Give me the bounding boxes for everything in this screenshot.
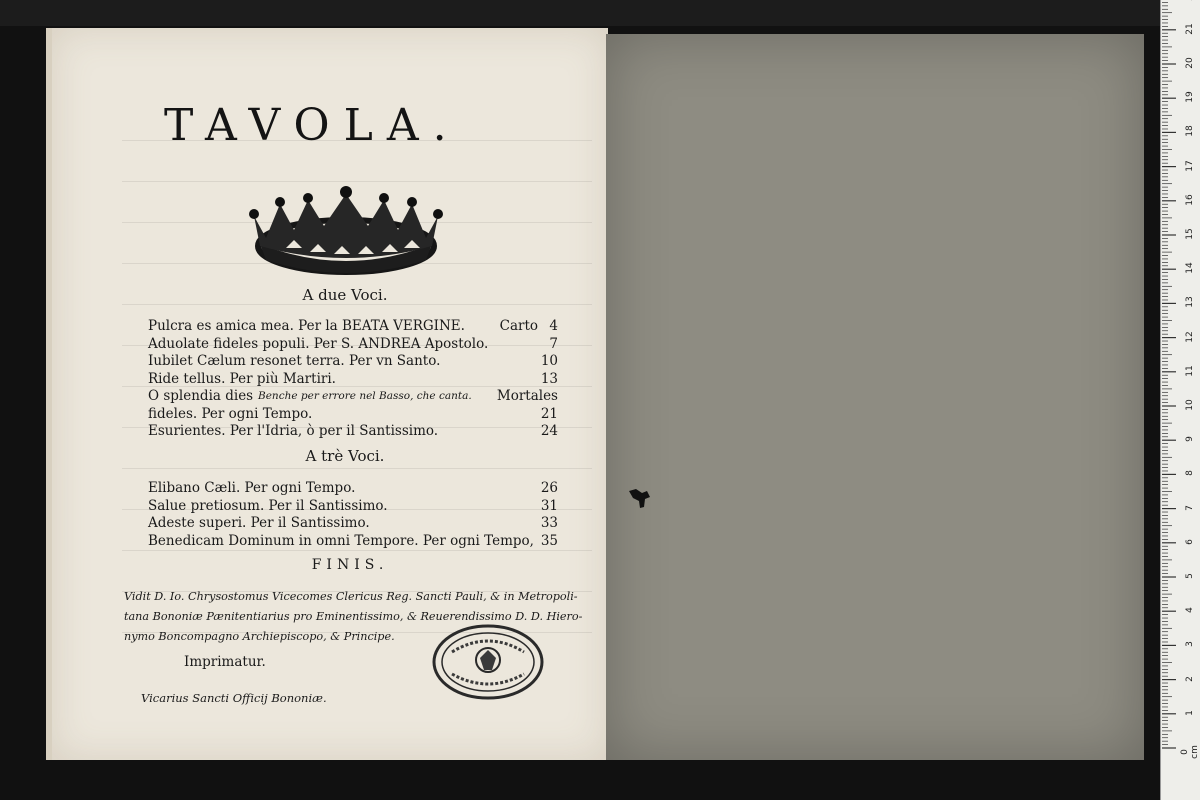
ink-blot-mark	[628, 487, 652, 509]
ruler-label: 10	[1185, 399, 1195, 411]
ruler-label: 14	[1185, 262, 1195, 274]
list-item	[148, 406, 558, 424]
entry-number: 13	[540, 370, 558, 387]
entry-text: fideles. Per ogni Tempo.	[148, 405, 313, 422]
background-band	[0, 0, 1160, 26]
entry-number: 26	[540, 480, 558, 496]
section-heading-due-voci: A due Voci.	[302, 286, 388, 304]
ruler-label	[1185, 0, 1195, 3]
entry-text: Salue pretiosum. Per il Santissimo.	[148, 497, 388, 514]
ruler-label: 7	[1185, 504, 1195, 511]
vicarius-text: Vicarius Sancti Officij Bononiæ.	[141, 691, 327, 705]
entry-text: Aduolate fideles populi. Per S. ANDREA Apostolo.	[148, 335, 489, 352]
entry-text: Adeste superi. Per il Santissimo.	[148, 515, 370, 531]
library-stamp	[430, 622, 546, 702]
page-title: TAVOLA.	[164, 100, 461, 151]
ruler-label: 18	[1185, 125, 1195, 138]
list-item	[148, 318, 558, 336]
list-item	[148, 423, 558, 441]
entry-text: Elibano Cæli. Per ogni Tempo.	[148, 480, 356, 496]
entry-text: Benedicam Dominum in omni Tempore. Per ogni Tempo,	[148, 532, 534, 549]
finis-text: FINIS.	[311, 557, 389, 573]
entry-number: 10	[540, 353, 558, 369]
section-heading-tre-voci: A trè Voci.	[305, 447, 385, 465]
ruler-label: 19	[1185, 91, 1195, 103]
list-item	[148, 336, 558, 354]
ruler-label: 13	[1185, 296, 1195, 309]
ruler-label: 1	[1185, 709, 1195, 716]
blank-cover-page	[606, 34, 1144, 760]
list-item	[148, 388, 558, 406]
entry-number: 21	[540, 405, 558, 422]
ruler-label: 16	[1185, 194, 1195, 206]
entry-text: Esurientes. Per l'Idria, ò per il Santissimo.	[148, 423, 439, 439]
entry-number: 33	[540, 515, 558, 531]
list-item	[148, 515, 558, 533]
list-item	[148, 371, 558, 389]
section1-entries	[148, 318, 558, 441]
entry-number: 35	[540, 532, 558, 549]
ruler-label: 9	[1185, 436, 1195, 443]
ruler-label: 4	[1185, 607, 1195, 614]
ruler-label: 21	[1185, 23, 1195, 35]
entry-tail: Mortales	[496, 388, 558, 404]
section2-entries	[148, 480, 558, 550]
ruler-label: 3	[1185, 641, 1195, 648]
ruler-label: 11	[1185, 365, 1195, 377]
approval-line: nymo Boncompagno Archiepiscopo, & Principe.	[124, 630, 395, 643]
ruler-label: 15	[1185, 228, 1195, 240]
entry-number: 31	[540, 497, 558, 514]
ruler-label: 5	[1185, 573, 1195, 579]
ruler-label: 2	[1185, 675, 1195, 682]
list-item	[148, 353, 558, 371]
list-item	[148, 498, 558, 516]
entry-number: 24	[540, 423, 558, 439]
carto-label: Carto	[499, 318, 538, 334]
approval-line: tana Bononiæ Pænitentiarius pro Eminentissimo, & Reuerendissimo D. D. Hiero-	[124, 610, 583, 623]
ruler-label: 20	[1185, 57, 1195, 69]
ruler-label: 17	[1185, 159, 1195, 172]
ruler-label: 6	[1185, 538, 1195, 545]
list-item	[148, 533, 558, 551]
ruler-label: 12	[1185, 330, 1195, 343]
ruler-label: 0 cm	[1180, 745, 1200, 759]
entry-text: Ride tellus. Per più Martiri.	[148, 370, 336, 387]
list-item	[148, 480, 558, 498]
entry-number: 7	[549, 335, 558, 352]
ruler-label: 8	[1185, 470, 1195, 477]
entry-text: Pulcra es amica mea. Per la BEATA VERGINE.	[148, 318, 465, 334]
entry-text: O splendia dies	[148, 388, 254, 404]
entry-note: Benche per errore nel Basso, che canta.	[258, 390, 472, 402]
imprimatur-text: Imprimatur.	[184, 654, 266, 670]
entry-number: 4	[549, 318, 558, 334]
approval-line: Vidit D. Io. Chrysostomus Vicecomes Clericus Reg. Sancti Pauli, & in Metropoli-	[124, 590, 578, 603]
entry-text: Iubilet Cælum resonet terra. Per vn Santo.	[148, 353, 441, 369]
crown-ornament	[246, 186, 446, 282]
